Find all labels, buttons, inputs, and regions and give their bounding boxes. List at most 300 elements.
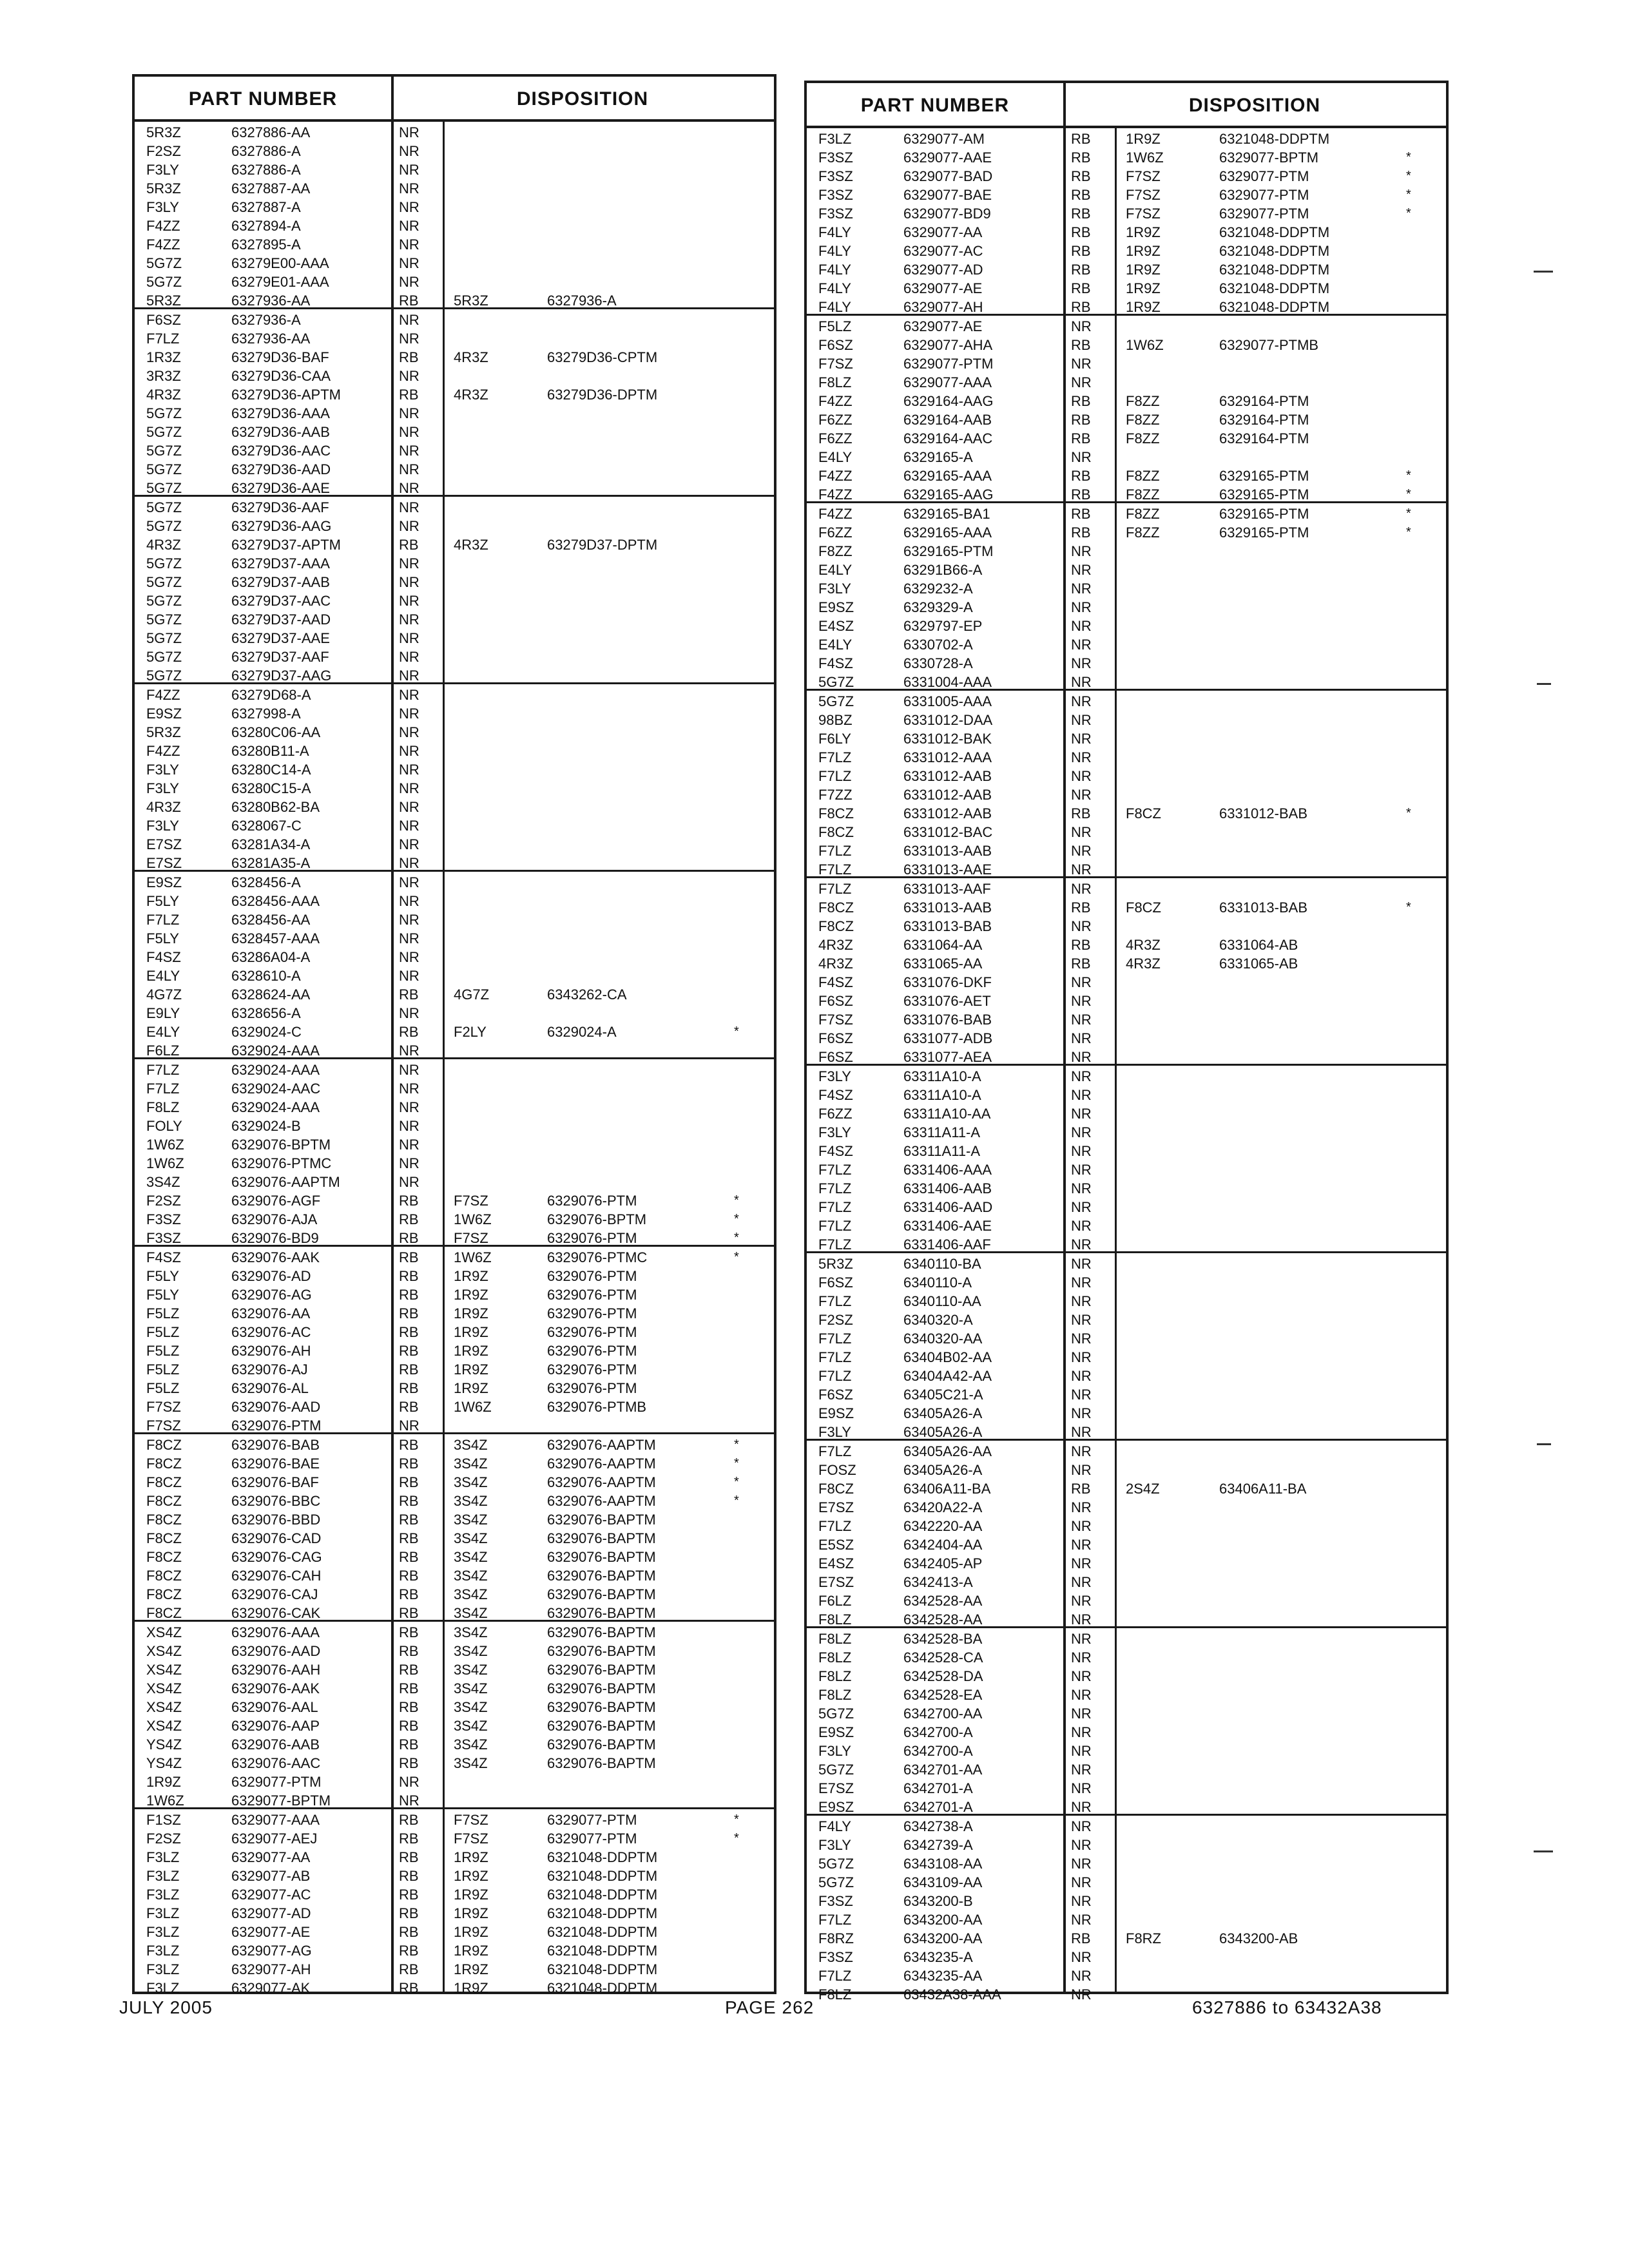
model-prefix: F8CZ [818,805,854,822]
model-prefix: E7SZ [146,836,182,852]
model-prefix: E9SZ [818,599,854,615]
disposition-code: NR [1071,1837,1092,1853]
note-mark: * [1406,900,1411,914]
table-row [807,354,1446,373]
disposition-code: NR [1071,1611,1092,1628]
part-number: 6329077-AC [903,243,983,259]
part-number: 6329076-PTMC [231,1155,332,1171]
disposition-code: RB [1071,206,1091,222]
replacement-part-number: 63279D36-CPTM [547,349,658,365]
table-row [135,1811,774,1829]
replacement-part-number: 6329076-AAPTM [547,1493,656,1509]
part-number: 63405A26-A [903,1462,983,1478]
part-number: 63279D36-AAG [231,518,332,534]
disposition-code: NR [399,1043,419,1059]
table-row [135,948,774,966]
model-prefix: F3SZ [818,1949,853,1965]
disposition-code: RB [1071,412,1091,428]
table-row [135,123,774,142]
model-prefix: F7SZ [818,1012,853,1028]
model-prefix: 1R3Z [146,349,181,365]
model-prefix: 5G7Z [146,443,182,459]
part-number: 6328610-A [231,968,301,984]
table-row [807,260,1446,279]
replacement-part-number: 63279D36-DPTM [547,387,658,403]
table-row [135,1323,774,1341]
table-row [807,148,1446,167]
table-row [807,410,1446,429]
part-number: 6331406-AAA [903,1162,992,1178]
part-number: 63279E01-AAA [231,274,329,290]
table-row [807,841,1446,860]
model-prefix: XS4Z [146,1699,182,1715]
table-row [807,523,1446,542]
part-number: 6329076-AAA [231,1624,320,1640]
table-row [807,1067,1446,1086]
table-row [135,742,774,760]
disposition-code: NR [1071,881,1092,897]
replacement-prefix: 3S4Z [454,1549,488,1565]
part-number: 6331004-AAA [903,674,992,690]
margin-mark [1534,1850,1553,1852]
table-row [135,311,774,329]
model-prefix: E4SZ [818,618,854,634]
model-prefix: 4R3Z [146,387,181,403]
table-row [135,629,774,648]
part-number: 6342700-A [903,1743,973,1759]
table-row [807,1854,1446,1873]
model-prefix: 3R3Z [146,368,181,384]
table-row [135,1923,774,1941]
part-number: 6343108-AA [903,1856,983,1872]
model-prefix: F6ZZ [818,1106,853,1122]
table-row [135,385,774,404]
table-row [135,873,774,892]
replacement-part-number: 6329076-BAPTM [547,1718,656,1734]
table-row [135,198,774,216]
table-row [807,1442,1446,1461]
group-separator [135,1057,774,1059]
model-prefix: E9SZ [146,706,182,722]
table-row [135,610,774,629]
model-prefix: F3LZ [146,1943,180,1959]
table-row [135,1492,774,1510]
part-number: 6329076-AAD [231,1643,321,1659]
part-number: 6329076-AH [231,1343,311,1359]
table-row [807,917,1446,936]
model-prefix: F7LZ [146,331,180,347]
disposition-code: NR [1071,1218,1092,1234]
model-prefix: F8LZ [818,1668,852,1684]
model-prefix: 5R3Z [146,293,181,309]
table-row [135,1979,774,1997]
replacement-part-number: 6321048-DDPTM [1219,299,1330,315]
model-prefix: F5LY [146,893,179,909]
part-number: 6329077-BAD [903,168,993,184]
part-number: 6329077-AC [231,1887,311,1903]
model-prefix: F7LZ [818,881,852,897]
model-prefix: F4ZZ [818,468,853,484]
disposition-code: RB [1071,1481,1091,1497]
part-number: 6327936-AA [231,293,311,309]
model-prefix: F3LY [818,1743,851,1759]
replacement-prefix: 1R9Z [454,1305,488,1321]
note-mark: * [1406,169,1411,183]
left-table-header [135,77,774,122]
replacement-prefix: 1W6Z [454,1211,492,1227]
model-prefix: F8RZ [818,1930,854,1946]
table-row [135,1904,774,1923]
part-number: 6331013-AAE [903,861,992,878]
table-row [135,910,774,929]
table-row [807,879,1446,898]
part-number: 6329024-AAC [231,1081,321,1097]
disposition-code: NR [399,780,419,796]
model-prefix: F3LZ [146,1924,180,1940]
table-row [135,1023,774,1041]
part-number: 6329076-AGF [231,1193,321,1209]
model-prefix: F6ZZ [818,412,853,428]
part-number-header: PART NUMBER [860,95,1010,116]
model-prefix: F8CZ [818,899,854,916]
table-row [135,1754,774,1773]
replacement-part-number: 6329076-BAPTM [547,1680,656,1696]
part-number: 6331013-AAF [903,881,991,897]
replacement-prefix: 1R9Z [454,1961,488,1977]
model-prefix: F8CZ [146,1549,182,1565]
disposition-code: RB [1071,224,1091,240]
model-prefix: 4R3Z [146,799,181,815]
part-number: 6329076-AAH [231,1662,321,1678]
part-number: 6330728-A [903,655,973,671]
replacement-part-number: 6329077-PTM [547,1831,637,1847]
disposition-code: NR [1071,1424,1092,1440]
part-number: 6331012-AAB [903,768,992,784]
right-parts-table [804,81,1449,2003]
disposition-code: NR [1071,1199,1092,1215]
table-row [807,1198,1446,1216]
table-row [807,1029,1446,1048]
note-mark: * [1406,506,1411,521]
part-number: 6331065-AA [903,956,983,972]
model-prefix: E9SZ [818,1724,854,1740]
group-separator [807,314,1446,316]
table-row [807,130,1446,148]
margin-mark [1537,683,1551,685]
disposition-code: NR [1071,1593,1092,1609]
replacement-part-number: 6329076-PTMC [547,1249,648,1265]
disposition-code: NR [399,649,419,665]
model-prefix: YS4Z [146,1755,182,1771]
disposition-code: RB [399,1361,419,1378]
disposition-code: RB [1071,280,1091,296]
part-number: 6329165-AAG [903,486,994,503]
model-prefix: F8CZ [146,1512,182,1528]
note-mark: * [734,1812,739,1827]
part-number: 6329164-AAB [903,412,992,428]
model-prefix: F3SZ [818,1893,853,1909]
disposition-code: NR [399,555,419,572]
part-number: 6327887-AA [231,180,311,197]
note-mark: * [734,1024,739,1039]
disposition-code: NR [399,799,419,815]
part-number: 6331076-BAB [903,1012,992,1028]
part-number: 6340110-BA [903,1256,981,1272]
replacement-prefix: 1R9Z [1126,299,1161,315]
replacement-part-number: 6329076-BAPTM [547,1512,656,1528]
replacement-part-number: 6329076-BAPTM [547,1662,656,1678]
part-number: 6329077-BD9 [903,206,991,222]
replacement-prefix: 4R3Z [1126,956,1161,972]
part-number: 6340320-A [903,1312,973,1328]
model-prefix: 5G7Z [818,674,854,690]
disposition-code: NR [399,855,419,871]
table-row [135,1585,774,1604]
replacement-part-number: 6329076-PTM [547,1380,637,1396]
disposition-code: NR [1071,318,1092,334]
replacement-part-number: 6329076-BAPTM [547,1624,656,1640]
table-row [135,1285,774,1304]
replacement-prefix: 3S4Z [454,1680,488,1696]
table-row [135,1960,774,1979]
replacement-prefix: F7SZ [454,1230,488,1246]
part-number: 6327886-AA [231,124,311,140]
table-row [807,1892,1446,1910]
model-prefix: XS4Z [146,1680,182,1696]
disposition-code: RB [1071,430,1091,447]
disposition-code: RB [399,1305,419,1321]
part-number: 6329076-AAK [231,1249,320,1265]
replacement-prefix: 1R9Z [454,1324,488,1340]
margin-mark [1537,1443,1551,1445]
disposition-code: NR [399,236,419,253]
model-prefix: E7SZ [818,1499,854,1515]
table-row [807,1216,1446,1235]
table-row [807,1179,1446,1198]
part-number: 6330702-A [903,637,973,653]
replacement-prefix: 4R3Z [454,537,488,553]
table-row [807,392,1446,410]
disposition-code: NR [1071,974,1092,990]
model-prefix: 4R3Z [818,937,853,953]
replacement-prefix: 3S4Z [454,1699,488,1715]
model-prefix: 5R3Z [146,724,181,740]
model-prefix: F3LY [146,762,179,778]
model-prefix: F7SZ [818,356,853,372]
table-row [807,1648,1446,1667]
part-number: 63280B11-A [231,743,309,759]
disposition-code: NR [1071,1049,1092,1065]
model-prefix: F4LY [818,262,851,278]
part-number: 63280B62-BA [231,799,320,815]
table-row [807,1686,1446,1704]
disposition-code: NR [399,162,419,178]
model-prefix: E7SZ [818,1574,854,1590]
model-prefix: F4SZ [146,1249,181,1265]
disposition-code: NR [399,630,419,646]
model-prefix: F6SZ [146,312,181,328]
disposition-code: NR [1071,824,1092,840]
part-number: 6343235-A [903,1949,973,1965]
part-number: 6329077-BAE [903,187,992,203]
note-mark: * [1406,525,1411,539]
model-prefix: F8ZZ [818,543,853,559]
disposition-code: NR [399,574,419,590]
part-number: 6329077-BPTM [231,1792,331,1809]
table-row [807,1160,1446,1179]
part-number: 6329077-AD [903,262,983,278]
model-prefix: F3LY [818,1424,851,1440]
table-row [807,1742,1446,1760]
table-row [135,1379,774,1398]
part-number: 6329076-BAE [231,1456,320,1472]
table-row [807,1142,1446,1160]
disposition-code: NR [1071,1236,1092,1253]
replacement-part-number: 6321048-DDPTM [547,1887,658,1903]
part-number: 6329076-AC [231,1324,311,1340]
table-row [807,598,1446,617]
disposition-code: RB [399,1699,419,1715]
part-number: 6328656-A [231,1005,301,1021]
replacement-prefix: F8ZZ [1126,393,1160,409]
part-number: 6329077-AE [903,318,983,334]
note-mark: * [1406,206,1411,220]
group-separator [135,1807,774,1809]
table-row [807,767,1446,785]
replacement-prefix: 1R9Z [454,1924,488,1940]
model-prefix: F4LY [818,224,851,240]
disposition-code: NR [1071,1274,1092,1291]
part-number: 63405A26-A [903,1405,983,1421]
disposition-code: RB [1071,131,1091,147]
part-number: 6327894-A [231,218,301,234]
model-prefix: XS4Z [146,1718,182,1734]
replacement-prefix: 1R9Z [454,1343,488,1359]
model-prefix: F4ZZ [146,743,180,759]
replacement-part-number: 6321048-DDPTM [547,1905,658,1921]
disposition-code: RB [399,1324,419,1340]
model-prefix: F3LY [146,780,179,796]
table-row [135,1548,774,1566]
replacement-prefix: F8ZZ [1126,506,1160,522]
replacement-prefix: 1W6Z [1126,149,1164,166]
disposition-code: RB [399,1437,419,1453]
replacement-part-number: 6329165-PTM [1219,486,1309,503]
part-number: 6329077-AH [231,1961,311,1977]
replacement-prefix: 1W6Z [1126,337,1164,353]
table-row [135,798,774,816]
part-number: 6343109-AA [903,1874,983,1890]
table-row [135,1454,774,1473]
disposition-code: RB [1071,243,1091,259]
table-row [135,760,774,779]
table-row [135,1173,774,1191]
part-number: 6329076-AAK [231,1680,320,1696]
table-row [807,1086,1446,1104]
part-number: 6329329-A [903,599,973,615]
disposition-code: NR [1071,843,1092,859]
disposition-code: NR [1071,1124,1092,1140]
model-prefix: F3LZ [146,1905,180,1921]
part-number: 6329076-BPTM [231,1137,331,1153]
model-prefix: 3S4Z [146,1174,180,1190]
replacement-prefix: 1R9Z [1126,224,1161,240]
part-number: 63311A10-A [903,1068,981,1084]
disposition-code: RB [399,1399,419,1415]
table-row [135,929,774,948]
part-number: 63279D37-AAG [231,668,332,684]
model-prefix: F4SZ [818,974,853,990]
table-row [135,216,774,235]
model-prefix: F3LY [146,818,179,834]
replacement-prefix: 3S4Z [454,1755,488,1771]
replacement-part-number: 6321048-DDPTM [1219,262,1330,278]
part-number: 63279D36-AAD [231,461,331,477]
table-row [135,1360,774,1379]
part-number: 6327887-A [231,199,301,215]
table-row [807,992,1446,1010]
replacement-part-number: 6329076-BAPTM [547,1736,656,1753]
model-prefix: F5LZ [146,1361,180,1378]
disposition-code: RB [1071,524,1091,541]
replacement-prefix: 1R9Z [1126,262,1161,278]
replacement-part-number: 6331064-AB [1219,937,1298,953]
model-prefix: FOSZ [818,1462,856,1478]
model-prefix: F6SZ [818,337,853,353]
model-prefix: 5G7Z [146,499,182,515]
table-row [807,1873,1446,1892]
disposition-code: NR [1071,1443,1092,1459]
model-prefix: F7LZ [818,861,852,878]
table-row [807,317,1446,336]
table-row [135,1773,774,1791]
model-prefix: F8CZ [818,824,854,840]
part-number: 6328457-AAA [231,930,320,947]
table-row [135,1941,774,1960]
disposition-code: NR [1071,1912,1092,1928]
table-row [807,186,1446,204]
table-row [807,579,1446,598]
model-prefix: F4LY [818,1818,851,1834]
model-prefix: F6ZZ [818,430,853,447]
replacement-part-number: 6329076-BAPTM [547,1643,656,1659]
disposition-code: RB [1071,937,1091,953]
disposition-code: RB [399,537,419,553]
disposition-code: NR [1071,1293,1092,1309]
part-number: 6343200-B [903,1893,973,1909]
table-row [135,1623,774,1642]
part-number: 63279D36-APTM [231,387,341,403]
part-number: 6329077-AE [903,280,983,296]
replacement-part-number: 6321048-DDPTM [1219,243,1330,259]
model-prefix: 5G7Z [146,255,182,271]
replacement-part-number: 6331013-BAB [1219,899,1307,916]
disposition-code: RB [399,1586,419,1602]
replacement-part-number: 6343200-AB [1219,1930,1298,1946]
disposition-code: NR [1071,543,1092,559]
model-prefix: E4LY [146,1024,180,1040]
model-prefix: E4SZ [818,1555,854,1571]
part-number: 6342220-AA [903,1518,983,1534]
replacement-part-number: 6329164-PTM [1219,430,1309,447]
model-prefix: F6SZ [818,1030,853,1046]
table-row [135,591,774,610]
part-number: 6342700-A [903,1724,973,1740]
replacement-part-number: 6329076-PTM [547,1324,637,1340]
replacement-part-number: 63406A11-BA [1219,1481,1307,1497]
model-prefix: F7LZ [818,1368,852,1384]
table-row [135,423,774,441]
